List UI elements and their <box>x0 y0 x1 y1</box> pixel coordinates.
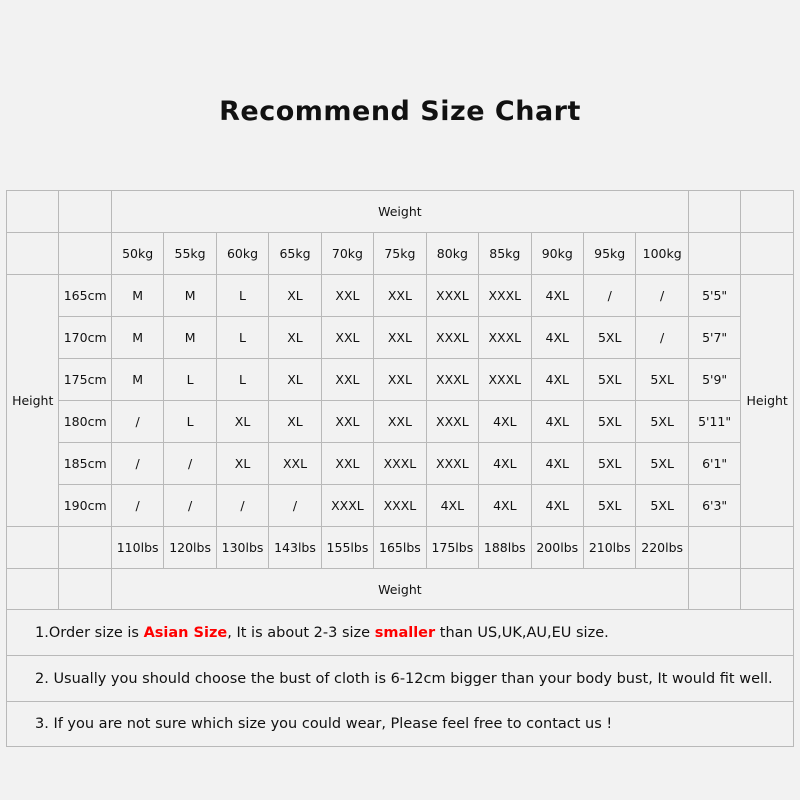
size-cell: XXXL <box>426 401 478 443</box>
size-cell: 4XL <box>531 359 583 401</box>
size-cell: L <box>164 401 216 443</box>
size-cell: XXXL <box>321 485 373 527</box>
height-cm-label: 180cm <box>59 401 111 443</box>
size-cell: L <box>216 359 268 401</box>
size-cell: XL <box>269 359 321 401</box>
size-cell: L <box>216 275 268 317</box>
size-cell: / <box>111 443 163 485</box>
weight-lbs-label: 200lbs <box>531 527 583 569</box>
size-cell: XXL <box>321 401 373 443</box>
height-ft-label: 5'9" <box>688 359 740 401</box>
weight-kg-label: 50kg <box>111 233 163 275</box>
note-text: 2. Usually you should choose the bust of cloth is 6-12cm bigger than your body bust, It would fit well. <box>35 670 773 687</box>
size-cell: XL <box>269 401 321 443</box>
height-ft-label: 6'1" <box>688 443 740 485</box>
height-label-right: Height <box>741 275 794 527</box>
size-cell: / <box>636 317 688 359</box>
size-cell: 4XL <box>531 401 583 443</box>
size-cell: 4XL <box>531 443 583 485</box>
weight-kg-row <box>7 233 794 275</box>
size-cell: M <box>111 317 163 359</box>
page-title: Recommend Size Chart <box>219 96 581 127</box>
spacer-cell-left <box>7 527 59 569</box>
weight-lbs-label: 188lbs <box>479 527 531 569</box>
size-chart-table-wrap <box>0 190 800 611</box>
weight-lbs-label: 220lbs <box>636 527 688 569</box>
size-cell: 5XL <box>636 359 688 401</box>
height-ft-label: 5'7" <box>688 317 740 359</box>
height-ft-label: 6'3" <box>688 485 740 527</box>
size-cell: / <box>636 275 688 317</box>
size-cell: M <box>111 359 163 401</box>
size-cell: / <box>164 443 216 485</box>
size-cell: XXL <box>269 443 321 485</box>
height-cm-label: 185cm <box>59 443 111 485</box>
spacer-cell-height-col <box>59 527 111 569</box>
note-item <box>6 701 794 747</box>
weight-footer-row <box>7 569 794 611</box>
size-cell: 5XL <box>583 359 635 401</box>
size-cell: XXL <box>374 401 426 443</box>
size-cell: XXL <box>321 443 373 485</box>
size-cell: / <box>269 485 321 527</box>
height-cm-label: 175cm <box>59 359 111 401</box>
note-text: , It is about 2-3 size <box>227 624 375 641</box>
size-cell: XXL <box>321 275 373 317</box>
size-chart-table <box>6 190 794 611</box>
weight-lbs-label: 210lbs <box>583 527 635 569</box>
spacer-cell-right <box>741 527 794 569</box>
table-row <box>7 443 794 485</box>
note-text: 3. If you are not sure which size you could wear, Please feel free to contact us ! <box>35 716 613 732</box>
spacer-cell-ft <box>688 233 740 275</box>
notes-section <box>6 609 794 747</box>
size-cell: XL <box>269 275 321 317</box>
weight-kg-label: 100kg <box>636 233 688 275</box>
size-cell: XXXL <box>479 317 531 359</box>
table-row <box>7 317 794 359</box>
note-item <box>6 655 794 701</box>
size-cell: XL <box>216 401 268 443</box>
size-cell: XXL <box>374 275 426 317</box>
weight-header-row <box>7 191 794 233</box>
size-cell: XXXL <box>374 485 426 527</box>
table-row <box>7 359 794 401</box>
spacer-cell-left <box>7 233 59 275</box>
size-cell: XXXL <box>426 317 478 359</box>
weight-header-top: Weight <box>111 191 688 233</box>
size-cell: XL <box>216 443 268 485</box>
weight-header-bottom: Weight <box>111 569 688 611</box>
spacer-cell-height-col <box>59 569 111 611</box>
spacer-cell-right <box>741 191 794 233</box>
size-cell: M <box>164 275 216 317</box>
size-cell: 5XL <box>636 401 688 443</box>
note-highlight: Asian Size <box>143 624 228 641</box>
size-cell: XXL <box>321 359 373 401</box>
weight-kg-label: 70kg <box>321 233 373 275</box>
spacer-cell-right <box>741 233 794 275</box>
weight-lbs-label: 175lbs <box>426 527 478 569</box>
size-cell: 5XL <box>636 485 688 527</box>
size-cell: 4XL <box>531 485 583 527</box>
size-cell: XL <box>269 317 321 359</box>
spacer-cell-height-col <box>59 233 111 275</box>
size-cell: / <box>164 485 216 527</box>
spacer-cell-ft <box>688 191 740 233</box>
weight-kg-label: 75kg <box>374 233 426 275</box>
table-row <box>7 485 794 527</box>
weight-kg-label: 80kg <box>426 233 478 275</box>
size-cell: XXL <box>374 317 426 359</box>
weight-lbs-label: 110lbs <box>111 527 163 569</box>
spacer-cell-right <box>741 569 794 611</box>
weight-kg-label: 85kg <box>479 233 531 275</box>
height-cm-label: 170cm <box>59 317 111 359</box>
size-cell: / <box>111 401 163 443</box>
weight-lbs-label: 143lbs <box>269 527 321 569</box>
size-cell: 5XL <box>636 443 688 485</box>
height-ft-label: 5'11" <box>688 401 740 443</box>
size-cell: 5XL <box>583 317 635 359</box>
height-label-left: Height <box>7 275 59 527</box>
weight-lbs-label: 120lbs <box>164 527 216 569</box>
spacer-cell-height-col <box>59 191 111 233</box>
size-cell: 4XL <box>531 317 583 359</box>
spacer-cell-left <box>7 569 59 611</box>
spacer-cell-ft <box>688 569 740 611</box>
size-cell: / <box>111 485 163 527</box>
size-cell: XXXL <box>479 275 531 317</box>
weight-kg-label: 60kg <box>216 233 268 275</box>
size-cell: / <box>583 275 635 317</box>
weight-kg-label: 95kg <box>583 233 635 275</box>
note-highlight: smaller <box>374 624 436 641</box>
height-cm-label: 190cm <box>59 485 111 527</box>
size-cell: 5XL <box>583 401 635 443</box>
size-cell: XXXL <box>479 359 531 401</box>
size-cell: 5XL <box>583 443 635 485</box>
note-text: 1.Order size is <box>35 624 144 641</box>
size-cell: L <box>216 317 268 359</box>
size-cell: 5XL <box>583 485 635 527</box>
size-cell: M <box>164 317 216 359</box>
size-cell: / <box>216 485 268 527</box>
size-cell: 4XL <box>426 485 478 527</box>
size-cell: XXL <box>374 359 426 401</box>
note-text: than US,UK,AU,EU size. <box>435 624 609 641</box>
weight-lbs-label: 165lbs <box>374 527 426 569</box>
weight-lbs-label: 130lbs <box>216 527 268 569</box>
size-cell: XXXL <box>426 275 478 317</box>
weight-kg-label: 55kg <box>164 233 216 275</box>
size-cell: XXXL <box>374 443 426 485</box>
size-cell: 4XL <box>479 485 531 527</box>
spacer-cell-ft <box>688 527 740 569</box>
weight-kg-label: 65kg <box>269 233 321 275</box>
size-cell: 4XL <box>531 275 583 317</box>
size-cell: XXL <box>321 317 373 359</box>
size-cell: 4XL <box>479 443 531 485</box>
size-cell: XXXL <box>426 359 478 401</box>
size-cell: 4XL <box>479 401 531 443</box>
height-cm-label: 165cm <box>59 275 111 317</box>
height-ft-label: 5'5" <box>688 275 740 317</box>
size-cell: XXXL <box>426 443 478 485</box>
size-cell: M <box>111 275 163 317</box>
table-row <box>7 401 794 443</box>
weight-lbs-row <box>7 527 794 569</box>
weight-kg-label: 90kg <box>531 233 583 275</box>
spacer-cell-left <box>7 191 59 233</box>
size-cell: L <box>164 359 216 401</box>
table-row <box>7 275 794 317</box>
note-item <box>6 609 794 655</box>
weight-lbs-label: 155lbs <box>321 527 373 569</box>
